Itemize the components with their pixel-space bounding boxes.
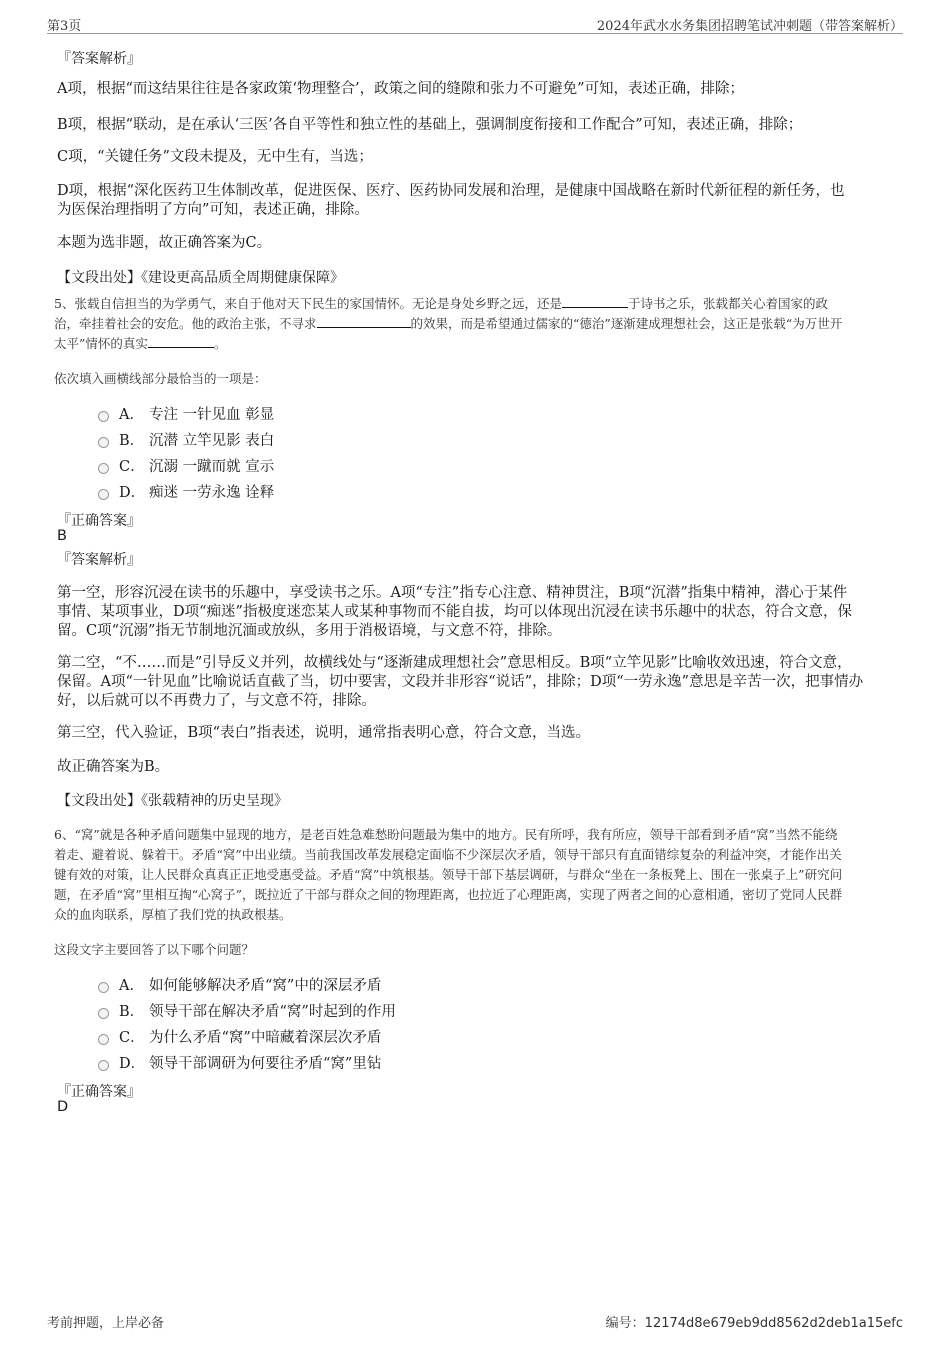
analysis-label: 『答案解析』 — [57, 51, 141, 67]
radio-icon[interactable] — [98, 489, 109, 500]
question-5-line2: 治，牵挂着社会的安危。他的政治主张，不寻求 的效果，而是希望通过儒家的“德治”逐渐建成理想社会，这正是张载“为万世开 — [54, 316, 843, 331]
analysis-option-d-line1: D项，根据“深化医药卫生体制改革，促进医保、医疗、医药协同发展和治理，是健康中国战略在新时代新征程的新任务，也 — [57, 183, 845, 199]
correct-answer-label: 『正确答案』 — [57, 513, 141, 529]
correct-answer: D — [57, 1099, 69, 1115]
q5-option-a[interactable]: A． 专注 一针见血 彰显 — [98, 402, 274, 424]
source-citation: 【文段出处】《张载精神的历史呈现》 — [57, 793, 288, 809]
analysis-blank2-line3: 好，以后就可以不再费力了，与文意不符，排除。 — [57, 693, 376, 709]
source-citation: 【文段出处】《建设更高品质全周期健康保障》 — [57, 270, 344, 286]
q6-option-c[interactable]: C． 为什么矛盾“窝”中暗藏着深层次矛盾 — [98, 1025, 381, 1047]
analysis-option-b: B项，根据“联动，是在承认‘三医’各自平等性和独立性的基础上，强调制度衔接和工作配合”可知，表述正确，排除； — [57, 117, 803, 133]
analysis-option-d-line2: 为医保治理指明了方向”可知，表述正确，排除。 — [57, 202, 369, 218]
question-5-line3: 太平”情怀的真实 。 — [54, 336, 227, 351]
analysis-option-a: A项，根据“而这结果往往是各家政策‘物理整合’，政策之间的缝隙和张力不可避免”可知，表述正确，排除； — [57, 81, 745, 97]
radio-icon[interactable] — [98, 463, 109, 474]
question-6-instruction: 这段文字主要回答了以下哪个问题？ — [54, 942, 255, 957]
analysis-blank2-line1: 第二空，“不……而是”引导反义并列，故横线处与“逐渐建成理想社会”意思相反。B项“立竿见影”比喻收效迅速，符合文意， — [57, 655, 852, 671]
radio-icon[interactable] — [98, 1008, 109, 1019]
question-5-instruction: 依次填入画横线部分最恰当的一项是： — [54, 371, 267, 386]
q6-option-a[interactable]: A． 如何能够解决矛盾“窝”中的深层矛盾 — [98, 973, 381, 995]
analysis-blank2-line2: 保留。A项“一针见血”比喻说话直截了当，切中要害，文段并非形容“说话”，排除；D项“一劳永逸”意思是辛苦一次，把事情办 — [57, 674, 864, 690]
analysis-blank3: 第三空，代入验证，B项“表白”指表述，说明，通常指表明心意，符合文意，当选。 — [57, 725, 590, 741]
question-6-line2: 着走、避着说、躲着干。矛盾“窝”中出业绩。当前我国改革发展稳定面临不少深层次矛盾，领导干部只有直面错综复杂的利益冲突，才能作出关 — [54, 847, 842, 862]
radio-icon[interactable] — [98, 1034, 109, 1045]
radio-icon[interactable] — [98, 411, 109, 422]
blank-2 — [317, 314, 411, 328]
analysis-blank1-line3: 留。C项“沉溺”指无节制地沉湎或放纵，多用于消极语境，与文意不符，排除。 — [57, 623, 562, 639]
question-6-line3: 键有效的对策，让人民群众真真正正地受惠受益。矛盾“窝”中筑根基。领导干部下基层调研，与群众“坐在一条板凳上、围在一张桌子上”研究问 — [54, 867, 843, 882]
q6-option-b[interactable]: B． 领导干部在解决矛盾“窝”时起到的作用 — [98, 999, 396, 1021]
header-divider — [47, 33, 903, 34]
q6-option-d[interactable]: D． 领导干部调研为何要往矛盾“窝”里钻 — [98, 1051, 381, 1073]
page-number: 第3页 — [47, 19, 82, 34]
document-title: 2024年武水水务集团招聘笔试冲刺题（带答案解析） — [596, 19, 903, 34]
analysis-blank1-line1: 第一空，形容沉浸在读书的乐趣中，享受读书之乐。A项“专注”指专心注意、精神贯注，B项“沉潜”指集中精神，潜心于某件 — [57, 585, 848, 601]
blank-1 — [562, 294, 628, 308]
question-6-line4: 题，在矛盾“窝”里相互掏“心窝子”，既拉近了干部与群众之间的物理距离，也拉近了心理距离，实现了两者之间的心意相通，密切了党同人民群 — [54, 887, 843, 902]
q5-option-c[interactable]: C． 沉溺 一蹴而就 宣示 — [98, 454, 274, 476]
analysis-label: 『答案解析』 — [57, 552, 141, 568]
correct-answer-label: 『正确答案』 — [57, 1084, 141, 1100]
question-5-line1: 5、张载自信担当的为学勇气，来自于他对天下民生的家国情怀。无论是身处乡野之远，还是 于诗书之乐，张载都关心着国家的政 — [54, 296, 828, 311]
correct-answer: B — [57, 528, 67, 544]
blank-3 — [148, 334, 214, 348]
analysis-option-c: C项，“关键任务”文段未提及，无中生有，当选； — [57, 149, 373, 165]
q5-option-d[interactable]: D． 痴迷 一劳永逸 诠释 — [98, 480, 274, 502]
q5-option-b[interactable]: B． 沉潜 立竿见影 表白 — [98, 428, 274, 450]
radio-icon[interactable] — [98, 1060, 109, 1071]
document-code: 编号：12174d8e679eb9dd8562d2deb1a15efc — [605, 1316, 903, 1331]
question-6-line1: 6、“窝”就是各种矛盾问题集中显现的地方，是老百姓急难愁盼问题最为集中的地方。民有所呼，我有所应，领导干部看到矛盾“窝”当然不能绕 — [54, 827, 838, 842]
analysis-conclusion: 故正确答案为B。 — [57, 759, 170, 775]
analysis-conclusion: 本题为选非题，故正确答案为C。 — [57, 235, 272, 251]
analysis-blank1-line2: 事情、某项事业，D项“痴迷”指极度迷恋某人或某种事物而不能自拔，均可以体现出沉浸在读书乐趣中的状态，符合文意，保 — [57, 604, 852, 620]
radio-icon[interactable] — [98, 437, 109, 448]
footer-slogan: 考前押题，上岸必备 — [47, 1316, 165, 1331]
radio-icon[interactable] — [98, 982, 109, 993]
question-6-line5: 众的血肉联系，厚植了我们党的执政根基。 — [54, 907, 292, 922]
